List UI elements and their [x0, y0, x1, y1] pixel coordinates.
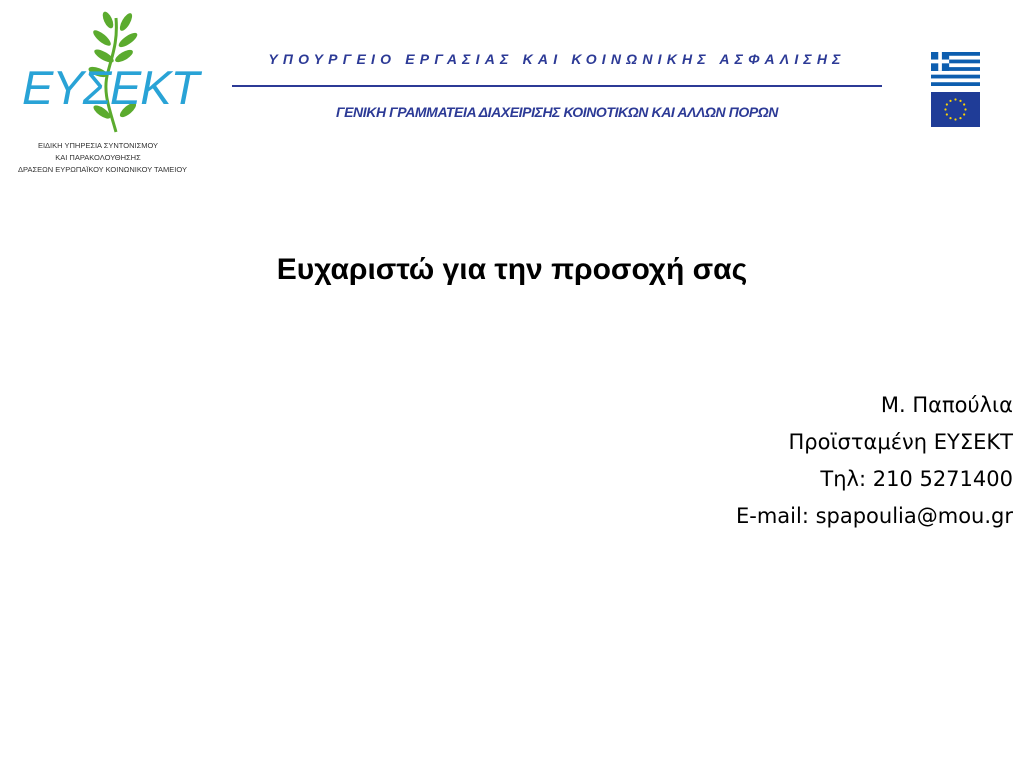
header-divider — [232, 85, 882, 87]
contact-email[interactable]: E-mail: spapoulia@mou.gr — [735, 504, 1013, 528]
contact-name: Μ. Παπούλια — [880, 393, 1013, 417]
eysekt-logo — [18, 10, 199, 182]
eu-star-icon — [944, 108, 946, 110]
contact-position: Προϊσταμένη ΕΥΣΕΚΤ — [788, 430, 1013, 454]
logo-caption-line: ΔΡΑΣΕΩΝ ΕΥΡΩΠΑΪΚΟΥ ΚΟΙΝΩΝΙΚΟΥ ΤΑΜΕΙΟΥ — [18, 165, 187, 174]
contact-block — [736, 387, 1013, 535]
eu-star-icon — [954, 118, 956, 120]
greek-flag-icon — [931, 52, 980, 86]
logo-caption-line: ΚΑΙ ΠΑΡΑΚΟΛΟΥΘΗΣΗΣ — [55, 153, 141, 162]
logo-caption-line: ΕΙΔΙΚΗ ΥΠΗΡΕΣΙΑ ΣΥΝΤΟΝΙΣΜΟΥ — [37, 141, 159, 150]
eu-star-icon — [946, 113, 948, 115]
contact-phone: Τηλ: 210 5271400 — [820, 467, 1013, 491]
page-title: Ευχαριστώ για την προσοχή σας — [276, 253, 748, 286]
logo-caption — [18, 140, 187, 176]
eu-star-icon — [964, 108, 966, 110]
eu-star-icon — [959, 117, 961, 119]
eu-star-icon — [949, 117, 951, 119]
eu-star-icon — [946, 103, 948, 105]
eu-star-icon — [963, 113, 965, 115]
eu-flag-icon — [931, 92, 980, 127]
ministry-heading: ΥΠΟΥΡΓΕΙΟ ΕΡΓΑΣΙΑΣ ΚΑΙ ΚΟΙΝΩΝΙΚΗΣ ΑΣΦΑΛΙΣΗΣ — [268, 51, 846, 67]
eu-star-icon — [959, 100, 961, 102]
eu-star-icon — [949, 100, 951, 102]
logo-wordmark: ΕΥΣΕΚΤ — [22, 61, 199, 114]
eu-star-icon — [963, 103, 965, 105]
eu-star-icon — [954, 98, 956, 100]
secretariat-heading: ΓΕΝΙΚΗ ΓΡΑΜΜΑΤΕΙΑ ΔΙΑΧΕΙΡΙΣΗΣ ΚΟΙΝΟΤΙΚΩΝ ΚΑΙ ΑΛΛΩΝ ΠΟΡΩΝ — [335, 104, 779, 120]
